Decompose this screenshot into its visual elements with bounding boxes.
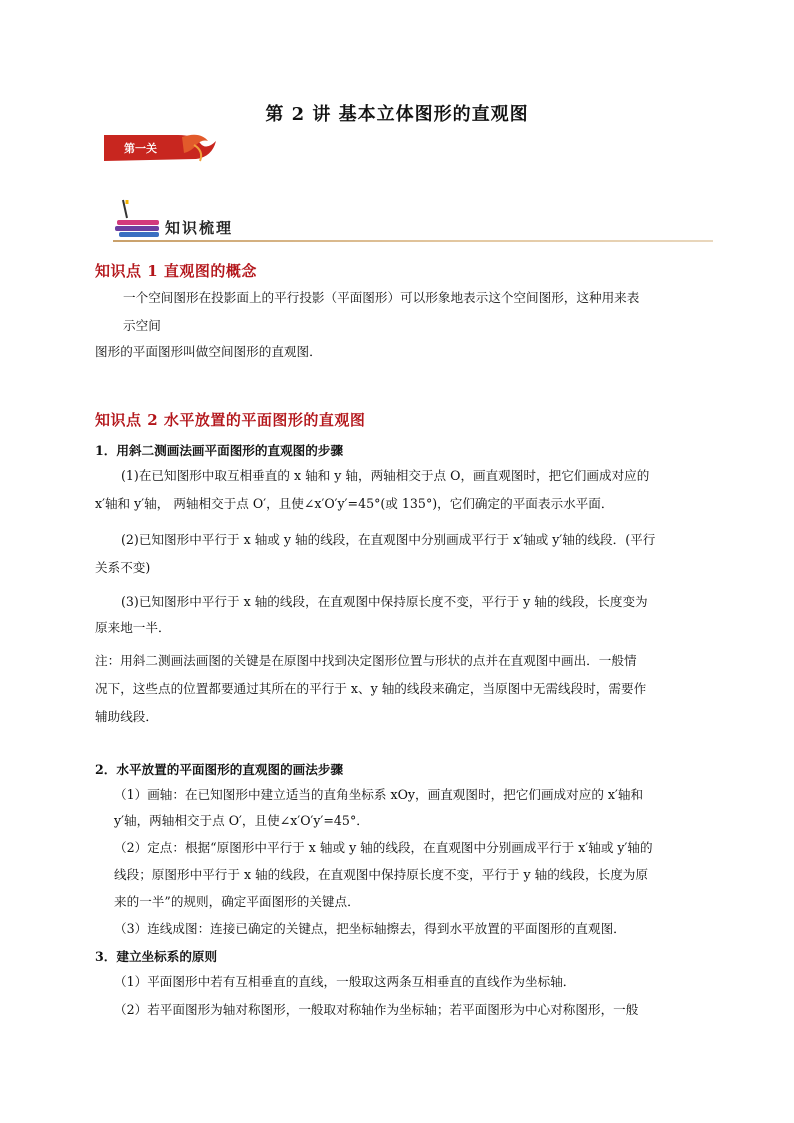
- section1-line-3: 图形的平面图形叫做空间图形的直观图．: [95, 344, 322, 359]
- section1-line-1: 一个空间图形在投影面上的平行投影（平面图形）可以形象地表示这个空间图形，这种用来表: [123, 290, 640, 305]
- banner-label: 第一关: [124, 142, 157, 155]
- sub1-line-2: x′轴和 y′轴， 两轴相交于点 O′，且使∠x′O′y′=45°(或 135°)，它们确定的平面表示水平面．: [95, 496, 614, 511]
- books-icon: [113, 196, 161, 244]
- section1-heading: 知识点 1 直观图的概念: [95, 262, 257, 280]
- sub1-line-3: (2)已知图形中平行于 x 轴或 y 轴的线段，在直观图中分别画成平行于 x′轴或 y′轴的线段．(平行: [121, 532, 656, 547]
- header-divider: [113, 240, 713, 242]
- sub2-title: 2．水平放置的平面图形的直观图的画法步骤: [95, 762, 344, 777]
- sub1-line-6: 原来地一半．: [95, 620, 171, 635]
- knowledge-header-label: 知识梳理: [165, 219, 234, 237]
- sub2-line-5: 来的一半”的规则，确定平面图形的关键点．: [114, 894, 360, 909]
- sub1-line-5: (3)已知图形中平行于 x 轴的线段，在直观图中保持原长度不变，平行于 y 轴的线段，长度变为: [121, 594, 648, 609]
- note-line-3: 辅助线段．: [95, 709, 158, 724]
- sub2-line-1: （1）画轴：在已知图形中建立适当的直角坐标系 xOy，画直观图时，把它们画成对应的 x′轴和: [114, 787, 644, 802]
- note-line-1: 注：用斜二测画法画图的关键是在原图中找到决定图形位置与形状的点并在直观图中画出．一般情: [95, 653, 637, 668]
- section1-line-2: 示空间: [123, 318, 161, 333]
- knowledge-header: [113, 196, 713, 244]
- section2-heading: 知识点 2 水平放置的平面图形的直观图: [95, 411, 366, 429]
- sub3-line-1: （1）平面图形中若有互相垂直的直线，一般取这两条互相垂直的直线作为坐标轴．: [114, 974, 576, 989]
- sub3-title: 3．建立坐标系的原则: [95, 949, 218, 964]
- banner-ribbon: [104, 131, 216, 165]
- sub2-line-4: 线段；原图形中平行于 x 轴的线段，在直观图中保持原长度不变，平行于 y 轴的线段，长度为原: [114, 867, 648, 882]
- sub2-line-6: （3）连线成图：连接已确定的关键点，把坐标轴擦去，得到水平放置的平面图形的直观图．: [114, 921, 626, 936]
- sub2-line-2: y′轴，两轴相交于点 O′，且使∠x′O′y′=45°．: [114, 813, 369, 828]
- sub3-line-2: （2）若平面图形为轴对称图形，一般取对称轴作为坐标轴；若平面图形为中心对称图形，一般: [114, 1002, 639, 1017]
- page-title: 第 2 讲 基本立体图形的直观图: [265, 104, 529, 125]
- sub1-line-4: 关系不变): [95, 560, 151, 575]
- note-line-2: 况下，这些点的位置都要通过其所在的平行于 x、y 轴的线段来确定，当原图中无需线段时，需要作: [95, 681, 647, 696]
- sub1-title: 1．用斜二测画法画平面图形的直观图的步骤: [95, 443, 344, 458]
- sub2-line-3: （2）定点：根据“原图形中平行于 x 轴或 y 轴的线段，在直观图中分别画成平行于 x′轴或 y′轴的: [114, 840, 653, 855]
- sub1-line-1: (1)在已知图形中取互相垂直的 x 轴和 y 轴，两轴相交于点 O，画直观图时，把它们画成对应的: [121, 468, 650, 483]
